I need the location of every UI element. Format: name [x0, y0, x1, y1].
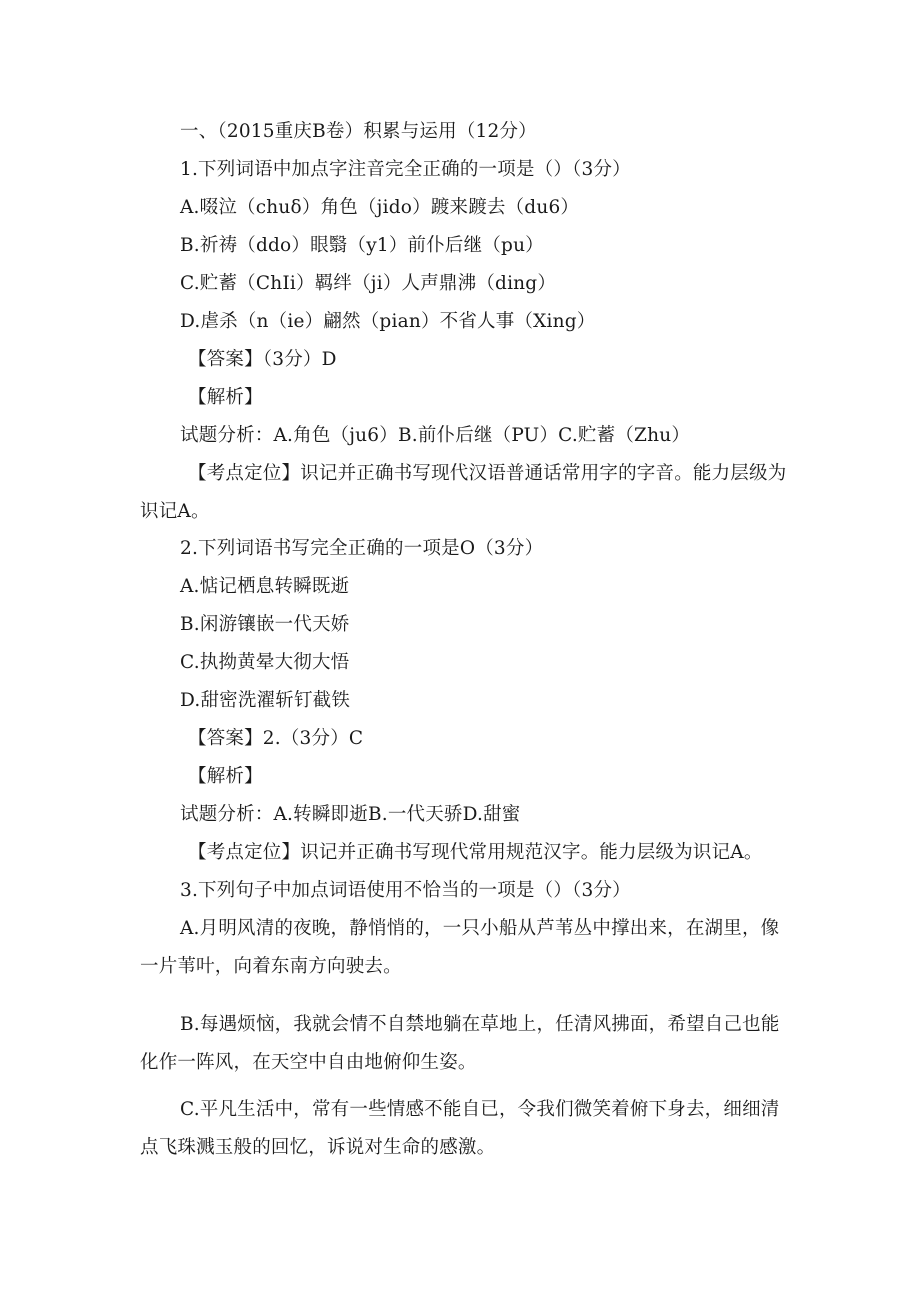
question-3-option-a: A.月明风清的夜晚，静悄悄的，一只小船从芦苇丛中撑出来，在湖里，像一片苇叶，向着东南方向驶去。	[140, 918, 780, 977]
question-1-point: 【考点定位】识记并正确书写现代汉语普通话常用字的字音。能力层级为识记A。	[140, 463, 787, 522]
question-1-stem: 1.下列词语中加点字注音完全正确的一项是（）（3分）	[180, 159, 631, 180]
question-2-point: 【考点定位】识记并正确书写现代常用规范汉字。能力层级为识记A。	[188, 842, 763, 863]
question-1-analysis-label: 【解析】	[188, 387, 263, 408]
question-1-option-c: C.贮蓄（ChIi）羁绊（ji）人声鼎沸（ding）	[180, 273, 557, 294]
question-2-answer: 【答案】2.（3分）C	[188, 728, 364, 749]
question-2-option-a: A.惦记栖息转瞬既逝	[180, 576, 350, 597]
question-2-option-c: C.执拗黄晕大彻大悟	[180, 652, 350, 673]
question-2-option-d: D.甜密洗濯斩钉截铁	[180, 690, 351, 711]
question-1-option-b: B.祈祷（ddo）眼翳（y1）前仆后继（pu）	[180, 235, 544, 256]
question-1-answer: 【答案】（3分）D	[188, 349, 337, 370]
question-3-option-c: C.平凡生活中，常有一些情感不能自已，令我们微笑着俯下身去，细细清点飞珠溅玉般的回忆，诉说对生命的感激。	[140, 1099, 780, 1158]
question-3-stem: 3.下列句子中加点词语使用不恰当的一项是（）（3分）	[180, 880, 631, 901]
question-2-analysis-label: 【解析】	[188, 766, 263, 787]
question-1-option-d: D.虐杀（n（ie）翩然（pian）不省人事（Xing）	[180, 311, 596, 332]
question-2-analysis: 试题分析：A.转瞬即逝B.一代天骄D.甜蜜	[180, 804, 521, 825]
question-1-analysis: 试题分析：A.角色（ju6）B.前仆后继（PU）C.贮蓄（Zhu）	[180, 425, 691, 446]
question-2-option-b: B.闲游镶嵌一代天娇	[180, 614, 350, 635]
question-3-option-b: B.每遇烦恼，我就会情不自禁地躺在草地上，任清风拂面，希望自己也能化作一阵风，在天空中自由地俯仰生姿。	[140, 1014, 780, 1073]
section-title: 一、（2015重庆B卷）积累与运用（12分）	[180, 121, 537, 142]
question-1-option-a: A.啜泣（chuδ）角色（jido）踱来踱去（du6）	[180, 197, 580, 218]
question-2-stem: 2.下列词语书写完全正确的一项是O（3分）	[180, 538, 544, 559]
